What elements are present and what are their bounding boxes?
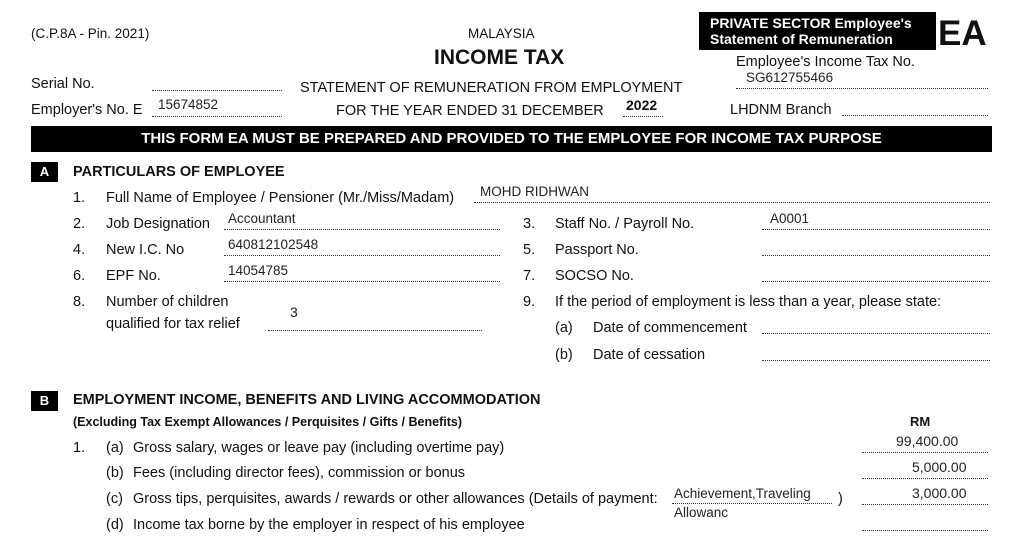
item-5-number: 5. [523, 242, 536, 258]
employer-no-dots [152, 116, 282, 117]
fees-dots [862, 478, 988, 479]
children-label-1: Number of children [106, 294, 229, 310]
lhdnm-label: LHDNM Branch [730, 102, 832, 118]
serial-field[interactable] [152, 90, 282, 91]
commencement-field[interactable] [762, 333, 990, 334]
tax-borne-mark: (d) [106, 517, 124, 533]
ic-no-dots [224, 255, 500, 256]
salary-dots [862, 452, 988, 453]
section-b-title: EMPLOYMENT INCOME, BENEFITS AND LIVING ACCOMMODATION [73, 392, 541, 408]
section-a-title: PARTICULARS OF EMPLOYEE [73, 164, 285, 180]
statement-line2: FOR THE YEAR ENDED 31 DECEMBER [336, 103, 604, 119]
lhdnm-field[interactable] [842, 115, 988, 116]
section-b-subtitle: (Excluding Tax Exempt Allowances / Perquisites / Gifts / Benefits) [73, 415, 462, 429]
children-dots [268, 330, 482, 331]
socso-label: SOCSO No. [555, 268, 634, 284]
commencement-label: Date of commencement [593, 320, 747, 336]
country-label: MALAYSIA [468, 26, 535, 41]
cessation-label: Date of cessation [593, 347, 706, 363]
emp-tax-dots [736, 88, 988, 89]
statement-line1: STATEMENT OF REMUNERATION FROM EMPLOYMENT [300, 80, 683, 96]
ic-no-value[interactable]: 640812102548 [228, 237, 319, 252]
item-3-number: 3. [523, 216, 536, 232]
section-a-marker: A [31, 162, 58, 182]
employer-no-value[interactable]: 15674852 [158, 97, 219, 112]
job-designation-value[interactable]: Accountant [228, 211, 296, 226]
employer-no-label: Employer's No. E [31, 102, 143, 118]
period-label: If the period of employment is less than a year, please state: [555, 294, 942, 310]
salary-mark: (a) [106, 440, 124, 456]
job-designation-dots [224, 229, 500, 230]
item-8-number: 8. [73, 294, 86, 310]
tips-detail-line1[interactable]: Achievement,Traveling [674, 486, 811, 501]
item-7-number: 7. [523, 268, 536, 284]
form-title: INCOME TAX [434, 46, 565, 69]
year-value[interactable]: 2022 [626, 97, 658, 113]
children-value[interactable]: 3 [290, 304, 298, 320]
staff-no-label: Staff No. / Payroll No. [555, 216, 695, 232]
tips-amount[interactable]: 3,000.00 [912, 485, 967, 501]
sector-box-line2: Statement of Remuneration [710, 31, 893, 47]
fees-amount[interactable]: 5,000.00 [912, 459, 967, 475]
item-9-number: 9. [523, 294, 536, 310]
passport-label: Passport No. [555, 242, 639, 258]
form-type-label: EA [938, 14, 987, 53]
epf-dots [224, 281, 500, 282]
full-name-value[interactable]: MOHD RIDHWAN [480, 184, 589, 199]
passport-field[interactable] [762, 255, 990, 256]
staff-no-value[interactable]: A0001 [770, 211, 810, 226]
fees-mark: (b) [106, 465, 124, 481]
currency-label: RM [910, 414, 931, 429]
item-2-number: 2. [73, 216, 86, 232]
item-6-number: 6. [73, 268, 86, 284]
children-label-2: qualified for tax relief [106, 316, 240, 332]
sector-box [699, 12, 936, 50]
sector-box-line1: PRIVATE SECTOR Employee's [710, 15, 912, 31]
salary-label: Gross salary, wages or leave pay (including overtime pay) [133, 440, 505, 456]
tips-detail-dots [672, 503, 832, 504]
item-4-number: 4. [73, 242, 86, 258]
cessation-field[interactable] [762, 360, 990, 361]
tips-label: Gross tips, perquisites, awards / rewards or other allowances (Details of payment: [133, 491, 658, 507]
commencement-mark: (a) [555, 320, 573, 336]
item-1-number: 1. [73, 190, 86, 206]
epf-label: EPF No. [106, 268, 161, 284]
ic-no-label: New I.C. No [106, 242, 185, 258]
form-code: (C.P.8A - Pin. 2021) [31, 26, 150, 41]
emp-tax-value[interactable]: SG612755466 [746, 70, 834, 85]
tips-detail-line2[interactable]: Allowanc [674, 505, 729, 520]
emp-tax-label: Employee's Income Tax No. [736, 54, 915, 70]
job-designation-label: Job Designation [106, 216, 210, 232]
tips-mark: (c) [106, 491, 123, 507]
fees-label: Fees (including director fees), commission or bonus [133, 465, 466, 481]
full-name-label: Full Name of Employee / Pensioner (Mr./Miss/Madam) [106, 190, 455, 206]
tips-close-paren: ) [838, 491, 843, 507]
year-dots [623, 116, 663, 117]
banner: THIS FORM EA MUST BE PREPARED AND PROVIDED TO THE EMPLOYEE FOR INCOME TAX PURPOSE [31, 126, 992, 152]
section-b-marker: B [31, 391, 58, 411]
tips-dots [862, 504, 988, 505]
epf-value[interactable]: 14054785 [228, 263, 289, 278]
full-name-dots [474, 202, 990, 203]
staff-no-dots [762, 229, 990, 230]
socso-field[interactable] [762, 281, 990, 282]
tax-borne-dots [862, 530, 988, 531]
salary-amount[interactable]: 99,400.00 [896, 433, 959, 449]
tax-borne-label: Income tax borne by the employer in respect of his employee [133, 517, 525, 533]
serial-label: Serial No. [31, 76, 95, 92]
item-b1-number: 1. [73, 440, 86, 456]
cessation-mark: (b) [555, 347, 573, 363]
